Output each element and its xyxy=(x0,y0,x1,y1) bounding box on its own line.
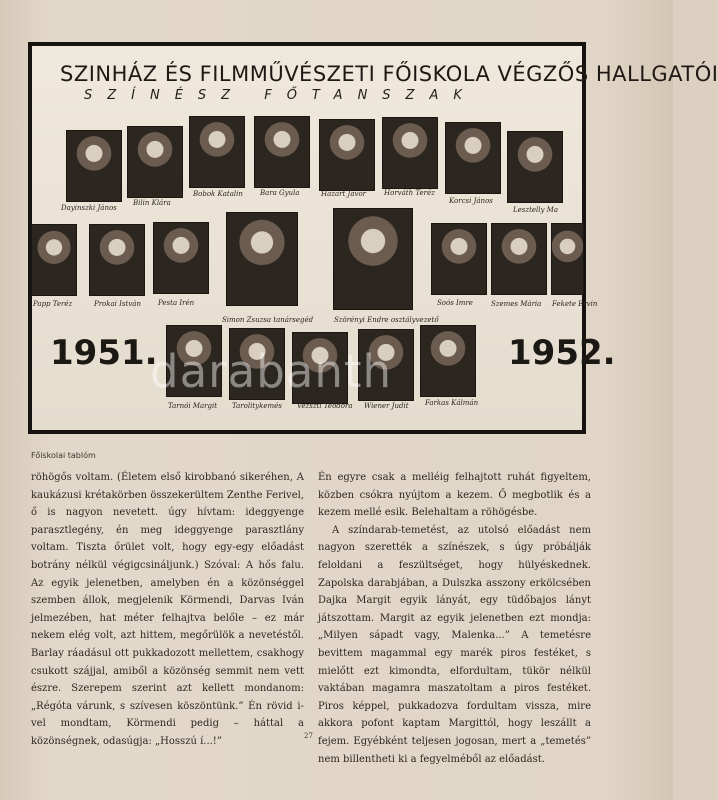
portrait-caption-12: Szörényi Endre osztályvezető xyxy=(334,316,439,324)
portrait-caption-10: Pesta Irén xyxy=(158,299,195,307)
portrait-caption-15: Fekete Ervin xyxy=(552,300,598,308)
portrait-2 xyxy=(189,116,245,188)
portrait-4 xyxy=(319,119,375,191)
right-column xyxy=(318,469,591,768)
tableau-subtitle: SZÍNÉSZ FŐTANSZAK xyxy=(84,88,477,103)
portrait-caption-19: Wiener Judit xyxy=(364,402,409,410)
year-start: 1951. xyxy=(50,333,158,373)
portrait-10 xyxy=(153,222,209,294)
portrait-1 xyxy=(127,126,183,198)
portrait-caption-3: Bara Gyula xyxy=(260,189,300,197)
page-number: 27 xyxy=(304,732,313,740)
portrait-caption-17: Tarolitykemés xyxy=(232,402,282,410)
left-column xyxy=(31,469,304,751)
portrait-caption-16: Tarnói Margit xyxy=(168,402,218,410)
portrait-11 xyxy=(226,212,298,306)
portrait-caption-20: Farkas Kálmán xyxy=(425,399,479,407)
portrait-15 xyxy=(551,223,584,295)
portrait-caption-5: Horváth Teréz xyxy=(384,189,435,197)
portrait-7 xyxy=(507,131,563,203)
portrait-caption-4: Hazart Jávor xyxy=(321,190,367,198)
portrait-caption-6: Korcsi János xyxy=(449,197,493,205)
portrait-9 xyxy=(89,224,145,296)
portrait-caption-2: Bobok Katalin xyxy=(193,190,243,198)
portrait-caption-1: Bilin Klára xyxy=(133,199,171,207)
watermark: darabanth xyxy=(150,345,393,398)
portrait-caption-8: Papp Teréz xyxy=(33,300,73,308)
portrait-20 xyxy=(420,325,476,397)
portrait-caption-9: Prokai István xyxy=(94,300,141,308)
left-paragraph-0: röhögős voltam. (Életem első kirobbanó sikeréhen, A kaukázusi krétakörben összekerültem Zenthe Ferivel, ő is nagyon nevetett. úgy hívtam: ideggyenge parasztlegény, én meg ideggyenge parasztlány voltam. Tiszta őrület volt, hogy egy-egy előadást botrány nélkül végigcsináljunk.) Szóval: A hős falu. Az egyik jelenetben, amelyben én a közönséggel szemben állok, megjelenik Körmendi, Darvas Iván jelmezében, hat méter felhajtva belőle – ez már nekem elég volt, azt hittem, megőrülök a nevetéstől. Barlay ráadásul ott pukkadozott mellettem, csakhogy csukott szájjal, amiből a közönség semmit nem vett észre. Szerepem szerint azt kellett mondanom: „Régóta várunk, s szívesen köszöntünk.” Én rövid i-vel mondtam, Körmendi pedig – háttal a közönségnek, odasúgja: „Hosszú í...!” xyxy=(31,472,304,747)
right-paragraph-0: Én egyre csak a melléig felhajtott ruhát figyeltem, közben csókra nyújtom a kezem. Ő megbotlik és a kezem mellé esik. Belehaltam a röhögésbe. xyxy=(318,472,591,519)
tableau-title: SZINHÁZ ÉS FILMMŰVÉSZETI FŐISKOLA VÉGZŐS HALLGATÓI xyxy=(60,62,718,86)
portrait-caption-13: Soós Imre xyxy=(437,299,473,307)
portrait-caption-18: Vézsztl Teodora xyxy=(297,402,353,410)
right-paragraph-1: A színdarab-temetést, az utolsó előadást nem nagyon szerették a színészek, s úgy próbálják feloldani a feszültséget, hogy hülyéskednek. Zapolska darabjában, a Dulszka asszony erkölcsében Dajka Margit egyik lányát, egy tüdőbajos lányt játszottam. Margit az egyik jelenetben ezt mondja: „Milyen sápadt vagy, Malenka...” A temetésre bevittem magammal egy marék piros festéket, s mielőtt ezt kimondta, elfordultam, tükör nélkül vaktában magamra maszatoltam a piros festéket. Piros képpel, pukkadozva fordultam vissza, mire akkora pofont kaptam Margittól, hogy leszállt a fejem. Egyébként teljesen jogosan, mert a „temetés” nem billentheti ki a fegyelméből az előadást. xyxy=(318,524,591,765)
portrait-3 xyxy=(254,116,310,188)
portrait-caption-14: Szemes Mária xyxy=(491,300,542,308)
portrait-12 xyxy=(333,208,413,310)
portrait-caption-0: Dayinszki János xyxy=(61,204,117,212)
figure-caption: Főiskolai tablóm xyxy=(31,451,96,460)
portrait-5 xyxy=(382,117,438,189)
portrait-8 xyxy=(31,224,77,296)
portrait-caption-11: Simon Zsuzsa tanársegéd xyxy=(222,316,314,324)
portrait-caption-7: Lesztelly Ma xyxy=(513,206,559,214)
year-end: 1952. xyxy=(508,333,616,373)
portrait-0 xyxy=(66,130,122,202)
portrait-6 xyxy=(445,122,501,194)
portrait-14 xyxy=(491,223,547,295)
portrait-13 xyxy=(431,223,487,295)
